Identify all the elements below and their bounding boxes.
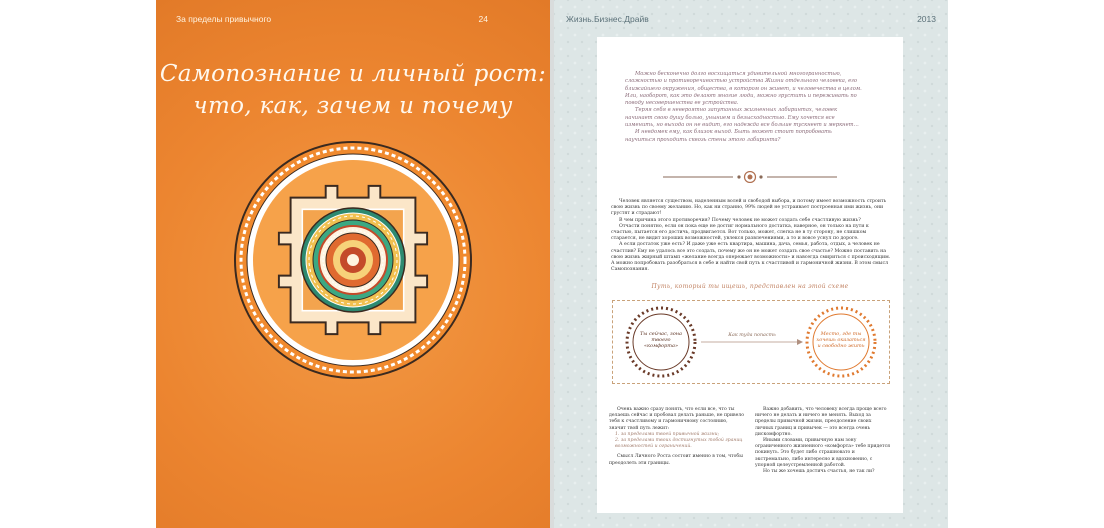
body-paragraph: Человек является существом, наделенным волей и свободой выбора, и потому имеет возможность строить свою жизнь по своему желанию. Но, как ни странно, 99% людей не устраивает построенная ими жизнь, они грустят и страдают! xyxy=(611,199,887,217)
title-line-1: Самопознание и личный рост: xyxy=(159,61,547,87)
column-paragraph: Иными словами, привычную нам зону ограниченного жизненного «комфорта» тебе придется покинуть. Это будет либо страшновато и экстремально, либо интересно и вдохновенно, с упорной целеустремленной работой. xyxy=(755,438,891,468)
body-paragraph: Отчасти понятно, если он пока еще не достиг нормального достатка, наверное, он только на пути к счастью, пытается его достичь, продвигается. Вот только, может, слегка не в ту сторону, не слишком старается, не видит хороших возможностей, увлекся развлечениями, а то и вовсе уснул по дороге. xyxy=(611,223,869,242)
title-line-2: что, как, зачем и почему xyxy=(193,93,513,119)
column-paragraph: Важно добавить, что человеку всегда проще всего ничего не делать и ничего не менять. Выход за пределы привычной жизни, преодоление своих личных границ и привычек — это всегда очень дискомфортно. xyxy=(755,407,887,437)
book-spread xyxy=(156,0,948,528)
left-page-number: 24 xyxy=(478,14,488,24)
mandala-illustration xyxy=(233,140,473,380)
right-running-head-text: Жизнь.Бизнес.Драйв xyxy=(566,14,649,24)
list-item: 1. за пределами твоей привычной жизни; xyxy=(615,431,720,437)
scheme-current-zone: Ты сейчас, зона твоего «комфорта» xyxy=(639,331,683,349)
column-paragraph: Но ты же хочешь достичь счастья, не так ли? xyxy=(763,469,875,475)
intro-text xyxy=(625,71,863,144)
right-running-head xyxy=(566,14,936,26)
body-text xyxy=(611,199,891,273)
page-title xyxy=(156,58,550,122)
right-page xyxy=(554,0,948,528)
scheme-diagram xyxy=(612,300,890,384)
list-item: 2. за пределами твоих достигнутых тобой границ возможностей и ограничений. xyxy=(615,438,743,450)
intro-paragraph: Можно бесконечно долго восхищаться удивительной многогранностью, сложностью и противоречивостью устройства Жизни отдельного человека, его ближайшего окружения, общества, в котором он живет, и человечества в целом. Или, наоборот, как это делают многие люди, можно грустить и переживать по поводу несовершенства ее устройства. xyxy=(625,71,862,107)
body-paragraph: В чем причина этого противоречия? Почему человек не может создать себе счастливую жизнь? xyxy=(619,217,861,223)
column-paragraph: Смысл Личного Роста состоит именно в том, чтобы преодолеть эти границы. xyxy=(609,454,743,466)
left-column-text xyxy=(609,407,745,467)
left-page xyxy=(156,0,550,528)
scheme-arrow-label: Как туда попасть xyxy=(728,333,776,338)
left-running-head xyxy=(176,14,530,26)
right-page-year: 2013 xyxy=(917,14,936,24)
ornament-divider xyxy=(663,171,837,183)
column-paragraph: Очень важно сразу понять, что если все, что ты делаешь сейчас и пробовал делать раньше, не привело тебя к счастливому и гармоничному состоянию, значит твой путь лежит: xyxy=(609,407,744,431)
left-running-head-text: За пределы привычного xyxy=(176,14,272,24)
scheme-caption: Путь, который ты ищешь, представлен на этой схеме xyxy=(651,283,849,290)
body-paragraph: А если достаток уже есть? И даже уже есть квартира, машина, дача, семья, работа, отдых, а человек не счастлив? Ему не удалось все это создать, почему же он не может создать свое счастье? Можно поставить на свою жизнь жирный штамп «желание всегда опережает возможности» и навсегда смириться с происходящим. А можно попробовать разобраться в себе и найти свой путь к счастливой и гармоничной жизни. В этом смысл Самопознания. xyxy=(611,242,891,273)
intro-paragraph: Теряя себя в невероятно запутанных жизненных лабиринтах, человек начинает свою душу болью, унынием и безысходностью. Ему хочется все изменить, но выхода он не видит, его надежда все больше тускнеет и меркнет… xyxy=(625,107,859,129)
scheme-target-zone: Место, где ты хочешь оказаться и свободно жить xyxy=(816,331,866,349)
content-sheet xyxy=(597,37,903,513)
right-column-text xyxy=(755,407,891,475)
intro-paragraph: И невдомек ему, как близок выход. Быть может стоит попробовать научиться проходить сквозь стены этого лабиринта? xyxy=(625,129,832,143)
